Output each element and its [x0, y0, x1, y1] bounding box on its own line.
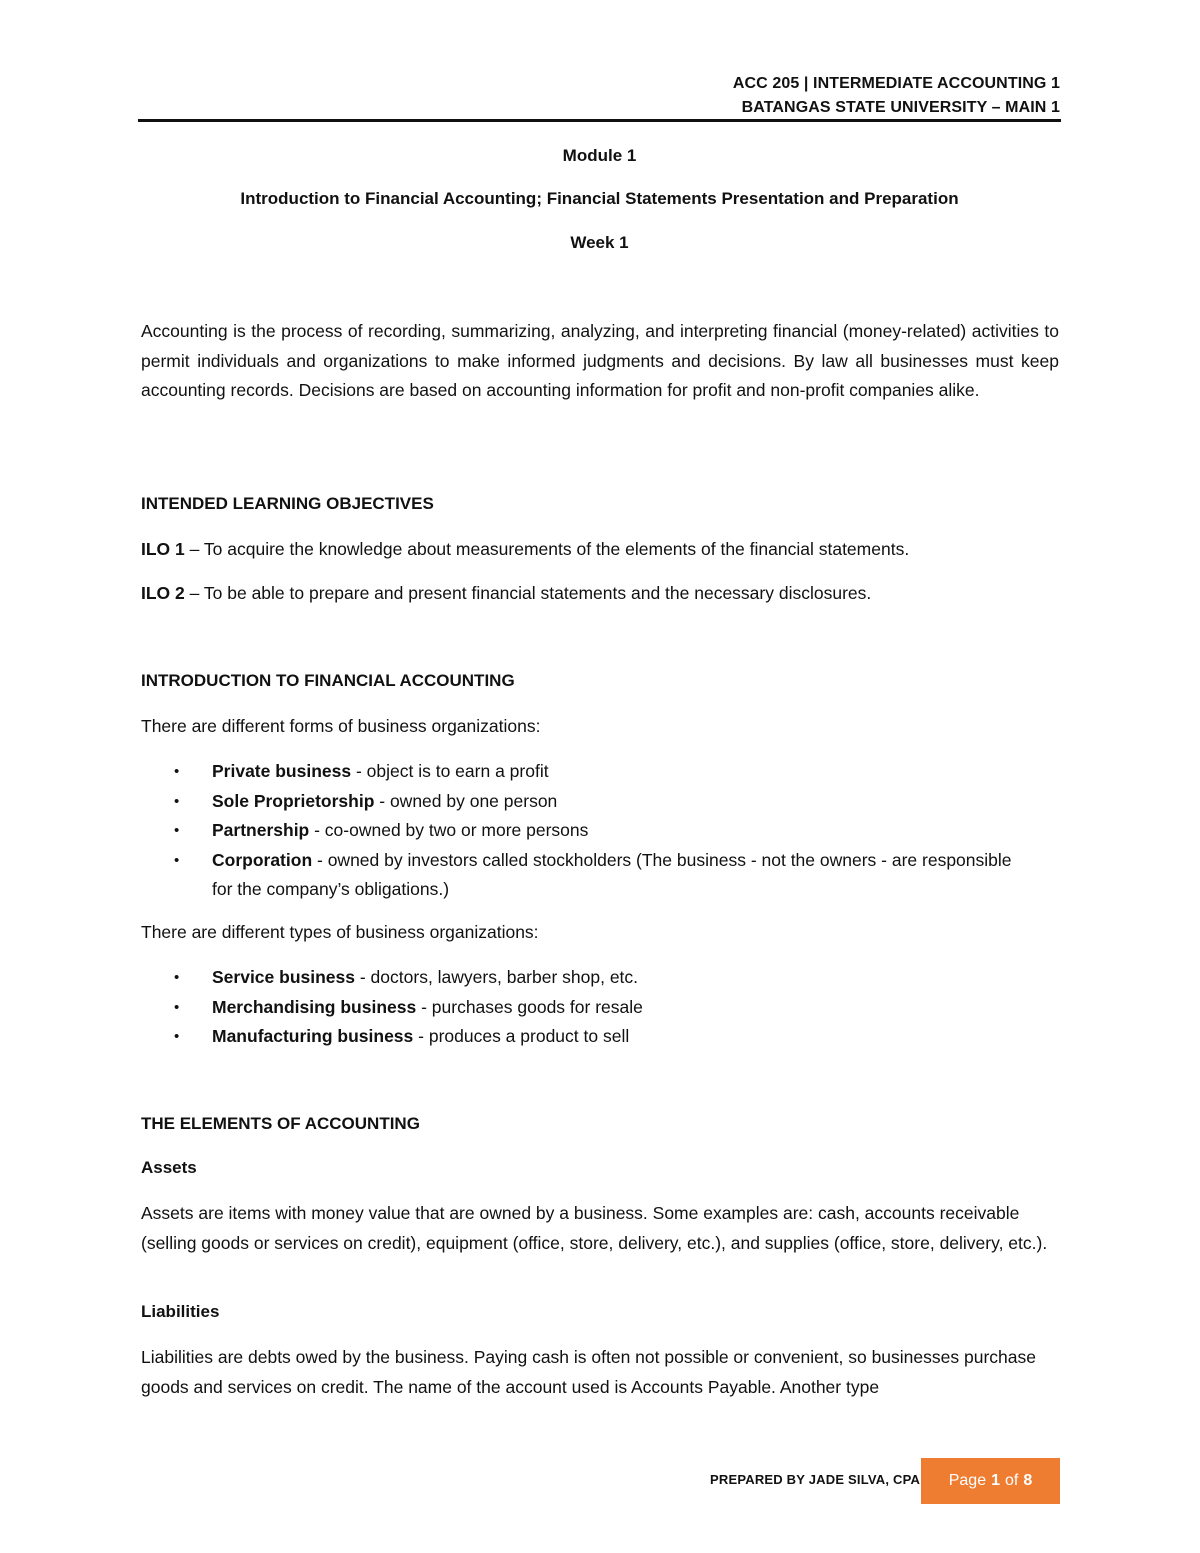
objectives-heading: INTENDED LEARNING OBJECTIVES [141, 494, 434, 513]
page-total: 8 [1023, 1472, 1033, 1489]
assets-paragraph: Assets are items with money value that are owned by a business. Some examples are: cash, accounts receivable (selling goods or services on credit), equipment (office, store, delivery, etc.), and supplies (office, store, delivery, etc.). [141, 1203, 1048, 1253]
bullet-icon: • [174, 822, 180, 839]
liabilities-title: Liabilities [141, 1302, 220, 1321]
page-word: Page [948, 1472, 987, 1489]
page-number: 1 [991, 1472, 1001, 1489]
page-of: of [1005, 1472, 1019, 1489]
list-item [141, 816, 1021, 846]
module-title: Module 1 [562, 146, 637, 165]
list-term: Sole Proprietorship [212, 790, 375, 811]
header-rule [138, 119, 1061, 122]
bullet-icon: • [174, 763, 180, 780]
list-term: Service business [212, 967, 355, 987]
types-list [141, 963, 1021, 1052]
list-desc: - owned by investors called stockholders (The business - not the owners - are responsible for the company’s obligations.) [212, 849, 1012, 899]
list-item [141, 1022, 1021, 1052]
objective-label: ILO 2 [141, 583, 185, 603]
list-item [141, 757, 1021, 787]
list-desc: - object is to earn a profit [351, 761, 549, 781]
header-course: ACC 205 | INTERMEDIATE ACCOUNTING 1 [732, 75, 1060, 92]
bullet-icon: • [174, 998, 180, 1016]
list-item [141, 963, 1021, 993]
list-term: Merchandising business [212, 996, 417, 1017]
list-desc: - doctors, lawyers, barber shop, etc. [355, 967, 639, 987]
list-desc: - produces a product to sell [413, 1026, 630, 1046]
week-label: Week 1 [570, 233, 629, 252]
objective-item [141, 583, 871, 604]
bullet-icon: • [174, 851, 180, 869]
list-term: Partnership [212, 820, 310, 840]
intro-paragraph: Accounting is the process of recording, summarizing, analyzing, and interpreting financial (money-related) activities to permit individuals and organizations to make informed judgments and decisions. By law all businesses must keep accounting records. Decisions are based on accounting information for profit and non-profit companies alike. [141, 321, 1059, 400]
list-item [141, 787, 1021, 817]
header-university: BATANGAS STATE UNIVERSITY – MAIN 1 [741, 99, 1060, 116]
elements-heading: THE ELEMENTS OF ACCOUNTING [141, 1114, 420, 1133]
list-term: Corporation [212, 849, 313, 870]
objective-text: – To be able to prepare and present financial statements and the necessary disclosures. [184, 583, 872, 603]
forms-lead: There are different forms of business organizations: [141, 716, 541, 736]
list-term: Private business [212, 761, 352, 781]
liabilities-paragraph: Liabilities are debts owed by the business. Paying cash is often not possible or convenient, so businesses purchase goods and services on credit. The name of the account used is Accounts Payable. Another type [141, 1347, 1036, 1397]
list-desc: - co-owned by two or more persons [309, 820, 589, 840]
assets-title: Assets [141, 1158, 197, 1177]
module-subtitle: Introduction to Financial Accounting; Financial Statements Presentation and Preparation [240, 189, 959, 208]
page-indicator [921, 1458, 1060, 1504]
list-term: Manufacturing business [212, 1026, 414, 1046]
objective-label: ILO 1 [141, 539, 185, 559]
types-lead: There are different types of business organizations: [141, 922, 539, 942]
list-item [141, 846, 1021, 905]
prepared-by: PREPARED BY JADE SILVA, CPA [710, 1472, 921, 1487]
bullet-icon: • [174, 792, 180, 810]
bullet-icon: • [174, 1028, 180, 1045]
objective-text: – To acquire the knowledge about measurements of the elements of the financial statements. [184, 539, 910, 559]
objective-item [141, 539, 909, 560]
list-desc: - purchases goods for resale [416, 996, 643, 1017]
list-desc: - owned by one person [374, 790, 558, 811]
running-header [733, 72, 1060, 120]
intro-fa-heading: INTRODUCTION TO FINANCIAL ACCOUNTING [141, 671, 515, 690]
bullet-icon: • [174, 969, 180, 986]
forms-list [141, 757, 1021, 905]
list-item [141, 993, 1021, 1023]
